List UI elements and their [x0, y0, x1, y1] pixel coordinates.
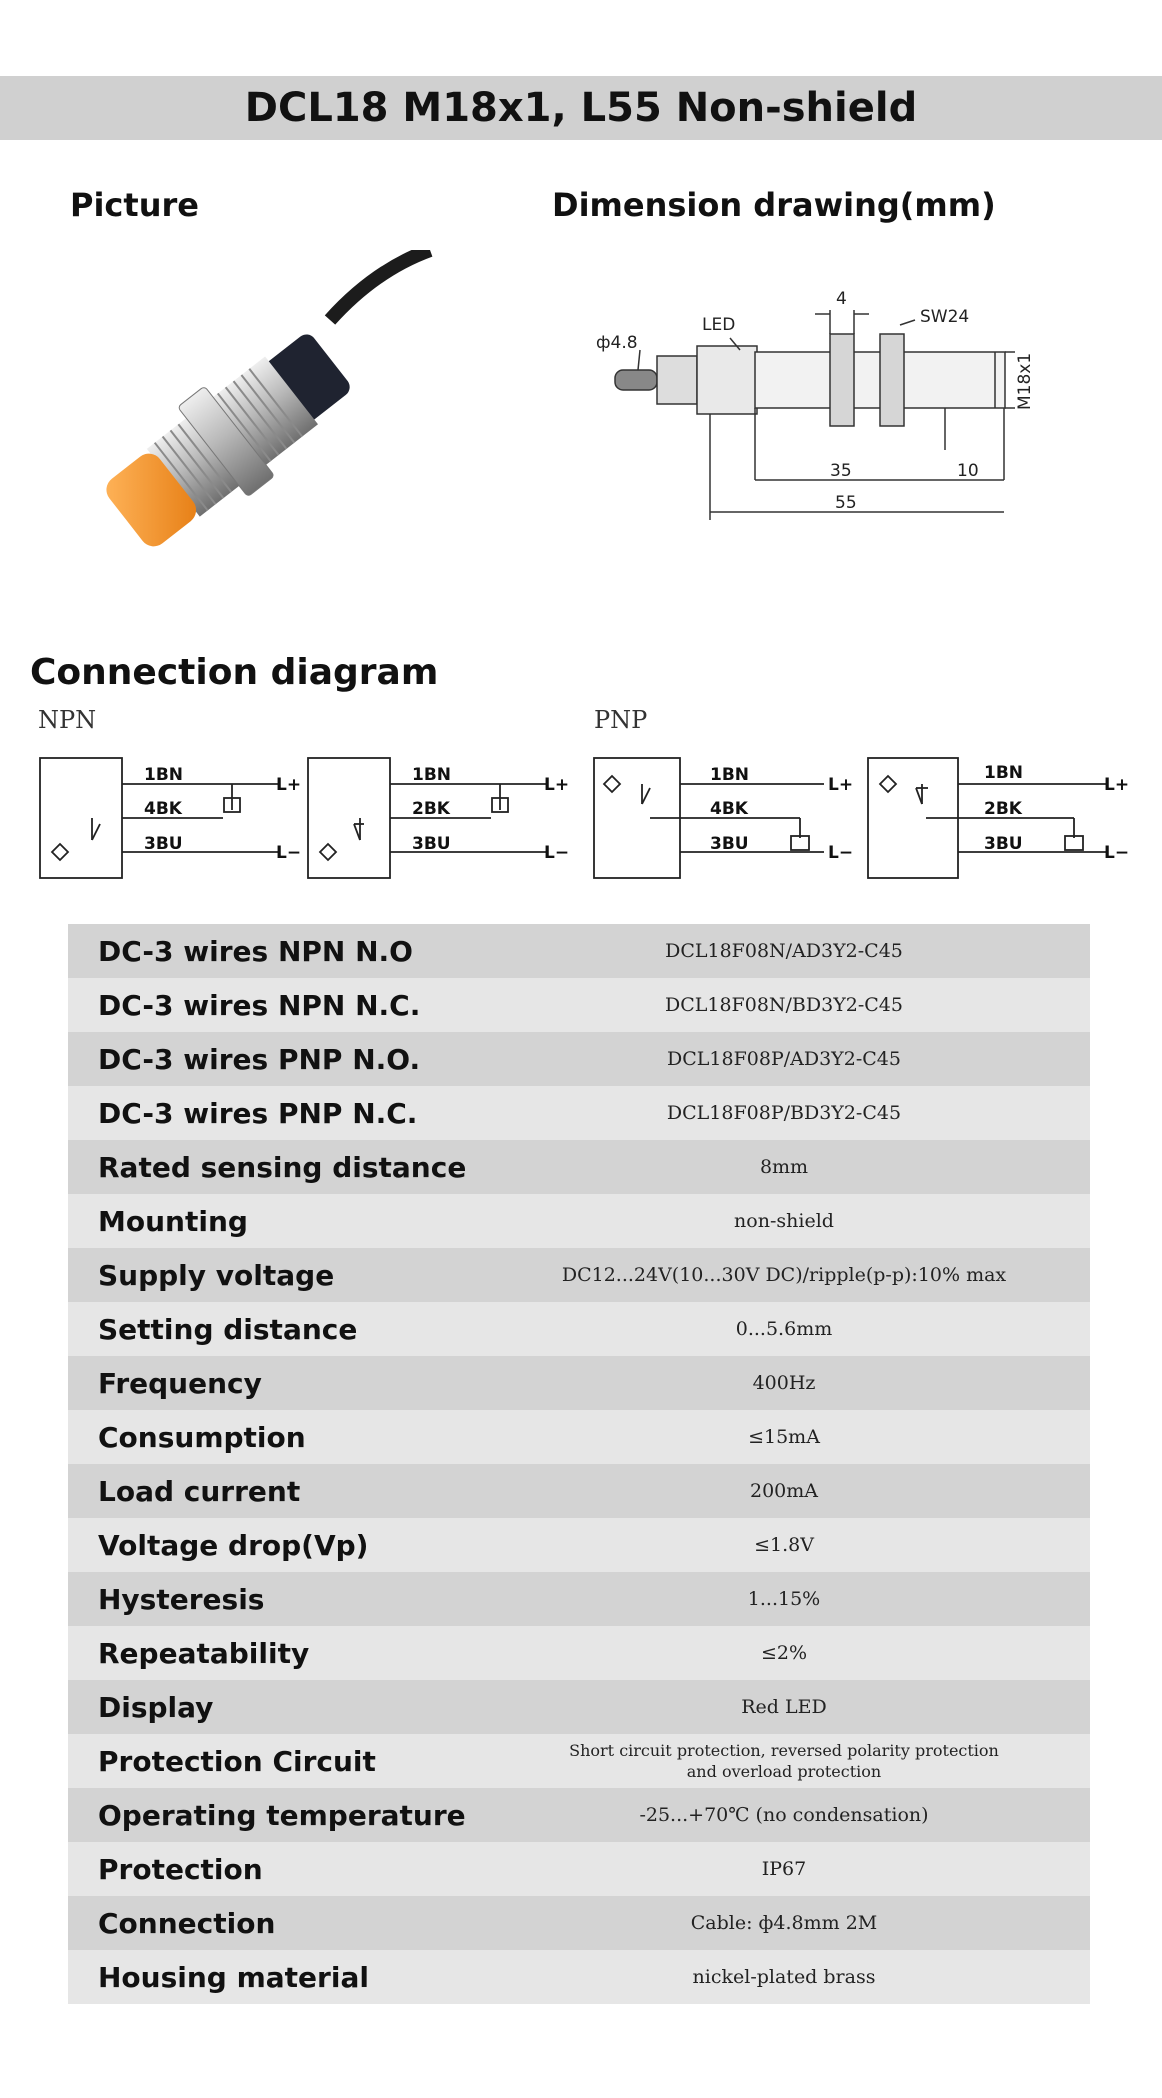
- spec-label: Mounting: [98, 1204, 248, 1238]
- spec-value: DCL18F08P/AD3Y2-C45: [667, 1048, 901, 1070]
- wire-bu: 3BU: [144, 834, 183, 854]
- terminal-minus: L−: [544, 843, 570, 863]
- spec-row: [68, 1302, 1090, 1356]
- terminal-plus: L+: [828, 775, 854, 795]
- wiring-npn-nc: [306, 752, 576, 882]
- spec-table: [68, 924, 1090, 2004]
- spec-row: [68, 1896, 1090, 1950]
- spec-row: [68, 978, 1090, 1032]
- terminal-minus: L−: [276, 843, 302, 863]
- cable-diameter-label: ф4.8: [596, 333, 638, 353]
- spec-label: Frequency: [98, 1366, 262, 1400]
- spec-label: DC-3 wires PNP N.O.: [98, 1042, 421, 1076]
- spec-row: [68, 1410, 1090, 1464]
- terminal-minus: L−: [828, 843, 854, 863]
- spec-value: 200mA: [749, 1480, 818, 1502]
- spec-label: Housing material: [98, 1960, 369, 1994]
- wire-bk: 2BK: [412, 799, 450, 819]
- spec-label: Operating temperature: [98, 1798, 466, 1832]
- body-length-label: 35: [830, 461, 852, 481]
- spec-row: [68, 1356, 1090, 1410]
- wire-bn: 1BN: [984, 763, 1024, 783]
- spec-value: 0...5.6mm: [735, 1318, 833, 1340]
- terminal-plus: L+: [544, 775, 570, 795]
- spec-value: non-shield: [734, 1210, 834, 1232]
- connection-heading: Connection diagram: [30, 652, 439, 693]
- spec-value: DCL18F08N/BD3Y2-C45: [664, 994, 903, 1016]
- dimension-drawing: [590, 280, 1040, 520]
- spec-value: Short circuit protection, reversed polarity protection and overload protection: [569, 1741, 999, 1781]
- wiring-npn-no: [38, 752, 308, 882]
- total-length-label: 55: [835, 493, 857, 513]
- spec-value: Cable: ф4.8mm 2M: [690, 1912, 878, 1934]
- spec-row: [68, 1842, 1090, 1896]
- spec-value: Red LED: [741, 1696, 827, 1718]
- spec-row: [68, 1464, 1090, 1518]
- spec-value: ≤15mA: [748, 1426, 820, 1448]
- wiring-pnp-nc: [866, 752, 1156, 882]
- spec-row: [68, 1032, 1090, 1086]
- spec-label: Voltage drop(Vp): [98, 1528, 369, 1562]
- spec-label: Setting distance: [98, 1312, 358, 1346]
- spec-row: [68, 1788, 1090, 1842]
- wire-bu: 3BU: [710, 834, 749, 854]
- pnp-label: PNP: [594, 706, 648, 734]
- wire-bk: 4BK: [710, 799, 748, 819]
- page-title: DCL18 M18x1, L55 Non-shield: [244, 85, 918, 131]
- wrench-size-label: SW24: [920, 307, 970, 327]
- spec-label: Rated sensing distance: [98, 1150, 467, 1184]
- spec-label: Connection: [98, 1906, 276, 1940]
- spec-label: Consumption: [98, 1420, 306, 1454]
- spec-value: ≤2%: [760, 1642, 808, 1664]
- spec-row: [68, 1950, 1090, 2004]
- wire-bn: 1BN: [144, 765, 184, 785]
- terminal-plus: L+: [1104, 775, 1130, 795]
- spec-label: Supply voltage: [98, 1258, 335, 1292]
- spec-row: [68, 1626, 1090, 1680]
- spec-label: Protection Circuit: [98, 1744, 376, 1778]
- spec-value: 8mm: [759, 1156, 809, 1178]
- wire-bk: 4BK: [144, 799, 182, 819]
- spec-value: DC12...24V(10...30V DC)/ripple(p-p):10% max: [561, 1264, 1007, 1286]
- spec-value: 1...15%: [747, 1588, 821, 1610]
- spec-label: Repeatability: [98, 1636, 310, 1670]
- npn-label: NPN: [38, 706, 97, 734]
- spec-label: Protection: [98, 1852, 263, 1886]
- spec-value: ≤1.8V: [754, 1534, 814, 1556]
- spec-row: [68, 1140, 1090, 1194]
- terminal-plus: L+: [276, 775, 302, 795]
- title-bar: [0, 76, 1162, 140]
- spec-value: DCL18F08N/AD3Y2-C45: [665, 940, 903, 962]
- tip-length-label: 10: [957, 461, 979, 481]
- spec-row: [68, 1248, 1090, 1302]
- picture-heading: Picture: [70, 186, 199, 224]
- spec-value: DCL18F08P/BD3Y2-C45: [666, 1102, 902, 1124]
- spec-value: 400Hz: [752, 1372, 816, 1394]
- nut-width-label: 4: [836, 289, 847, 309]
- spec-row: [68, 1518, 1090, 1572]
- dimension-heading: Dimension drawing(mm): [552, 186, 996, 224]
- spec-value: IP67: [761, 1858, 807, 1880]
- spec-row: [68, 1086, 1090, 1140]
- spec-row: [68, 1680, 1090, 1734]
- spec-label: DC-3 wires PNP N.C.: [98, 1096, 418, 1130]
- spec-value: -25...+70℃ (no condensation): [639, 1804, 929, 1826]
- wire-bn: 1BN: [412, 765, 452, 785]
- spec-value: nickel-plated brass: [692, 1966, 876, 1988]
- spec-row: [68, 1194, 1090, 1248]
- terminal-minus: L−: [1104, 843, 1130, 863]
- spec-label: Load current: [98, 1474, 301, 1508]
- wire-bu: 3BU: [412, 834, 451, 854]
- thread-label: M18x1: [1015, 352, 1035, 410]
- wire-bk: 2BK: [984, 799, 1022, 819]
- spec-row: [68, 924, 1090, 978]
- spec-row: [68, 1572, 1090, 1626]
- spec-label: Hysteresis: [98, 1582, 265, 1616]
- wire-bn: 1BN: [710, 765, 750, 785]
- wire-bu: 3BU: [984, 834, 1023, 854]
- product-photo: [90, 250, 450, 580]
- wiring-pnp-no: [592, 752, 862, 882]
- spec-label: DC-3 wires NPN N.C.: [98, 988, 421, 1022]
- spec-label: DC-3 wires NPN N.O: [98, 934, 413, 968]
- spec-label: Display: [98, 1690, 214, 1724]
- led-label: LED: [702, 315, 736, 335]
- spec-row: [68, 1734, 1090, 1788]
